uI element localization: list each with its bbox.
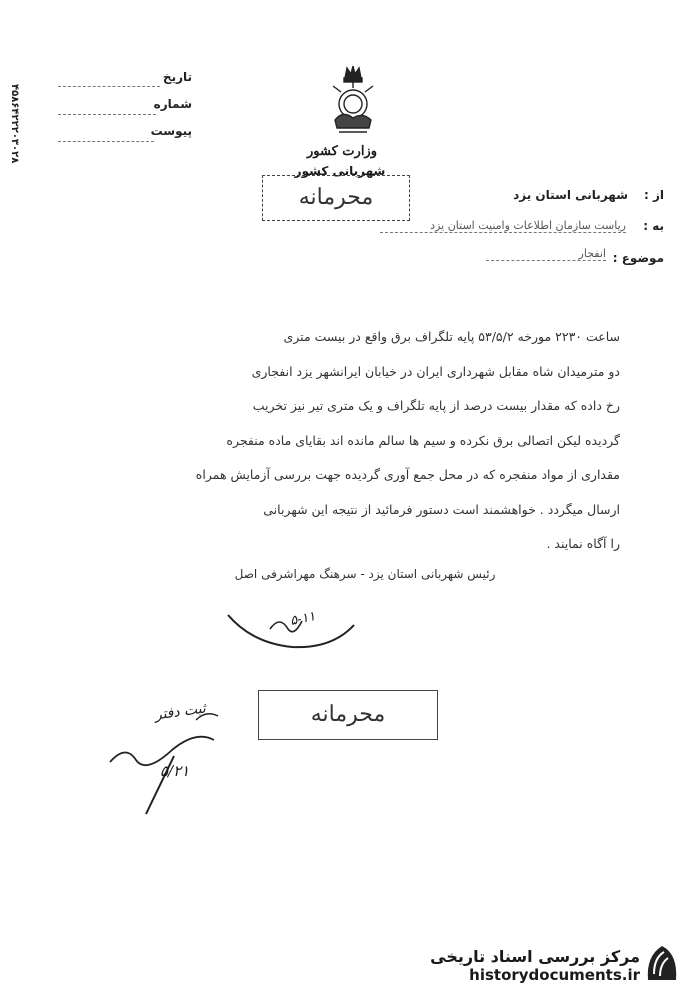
handwritten-note: ثبت دفتر (153, 700, 207, 724)
date-label: تاریخ (162, 70, 192, 84)
footer-watermark (430, 947, 640, 984)
attachment-field (58, 127, 154, 142)
to-value: ریاست سازمان اطلاعات وامنیت استان یزد (380, 219, 626, 233)
initials-date: ۵/۲۱ (160, 762, 190, 780)
body-line: ساعت ۲۲۳۰ مورخه ۵۳/۵/۲ پایه تلگراف برق واقع در بیست متری (283, 329, 620, 344)
initials-scribble-icon (96, 700, 236, 820)
body-line: ارسال میگردد . خواهشمند است دستور فرمائید از نتیجه این شهربانی (263, 501, 620, 517)
signature-line: رئیس شهربانی استان یزد - سرهنگ مهراشرفی اصل (234, 567, 496, 581)
footer-website: historydocuments.ir (469, 966, 640, 984)
lion-and-sun-emblem-icon (325, 62, 381, 142)
attachment-label: پیوست (150, 124, 192, 138)
confidential-stamp-top: محرمانه (262, 175, 410, 221)
body-line: مقداری از مواد منفجره که در محل جمع آوری گردیده جهت بررسی آزمایش همراه (195, 467, 620, 482)
body-line: رخ داده که مقدار بیست درصد از پایه تلگراف و یک متری تیر نیز تخریب (252, 398, 620, 413)
date-field (58, 72, 160, 87)
subject-value: انفجار (486, 247, 606, 261)
confidential-stamp-bottom: محرمانه (258, 690, 438, 740)
from-label: از : (644, 188, 664, 202)
side-reference-code: ۴۵۸۶۴۲۲۲۰۳۰۲۸ (9, 84, 20, 164)
number-label: شماره (153, 97, 192, 111)
signature-number: ۵-۱۱ (288, 609, 317, 629)
body-line: گردیده لیکن اتصالی برق نکرده و سیم ها سالم مانده اند بقایای ماده منفجره (226, 432, 620, 448)
subject-label: موضوع : (612, 251, 664, 265)
number-field (58, 100, 156, 115)
archive-logo-icon (642, 940, 682, 986)
from-value: شهربانی استان یزد (513, 188, 628, 202)
footer-org-name: مرکز بررسی اسناد تاریخی (430, 947, 640, 966)
ministry-title: وزارت کشور (307, 144, 377, 159)
department-title: شهربانی کشور (294, 164, 386, 178)
letter-body (110, 320, 620, 562)
body-line: را آگاه نمایند . (546, 536, 620, 551)
body-line: دو مترمیدان شاه مقابل شهرداری ایران در خیابان ایرانشهر یزد انفجاری (251, 363, 620, 379)
to-label: به : (643, 219, 664, 233)
